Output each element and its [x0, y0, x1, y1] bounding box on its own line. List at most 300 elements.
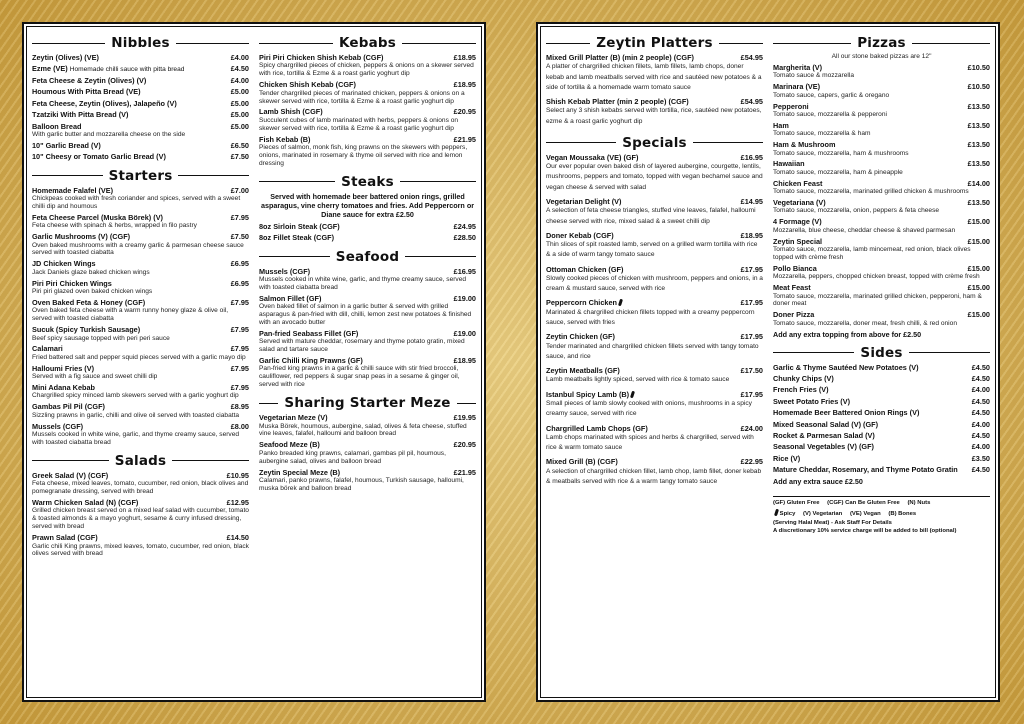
menu-item-name [773, 103, 809, 111]
menu-item-name [259, 136, 311, 144]
menu-item [32, 110, 249, 119]
menu-item-description: Chargrilled spicy minced lamb skewers served with a garlic yoghurt dip [32, 392, 239, 400]
menu-item-name [773, 218, 822, 226]
menu-item-price: £7.95 [230, 212, 249, 222]
menu-right-page [536, 22, 1000, 702]
menu-item [32, 422, 249, 447]
menu-item [259, 267, 476, 292]
menu-item-name [773, 83, 820, 91]
menu-item-price: £4.50 [971, 465, 990, 475]
menu-item-price: £7.95 [230, 363, 249, 373]
menu-item-price: £22.95 [740, 457, 763, 467]
menu-item-row [773, 408, 990, 417]
menu-item-name [773, 386, 829, 394]
menu-item-row [259, 468, 476, 477]
menu-item-title: Mixed Grill Platter (B) (min 2 people) (CGF) [546, 53, 694, 62]
menu-item-row [546, 265, 763, 274]
menu-item [259, 222, 476, 231]
menu-item-price: £6.95 [230, 259, 249, 269]
menu-item-row [546, 97, 763, 106]
menu-item-price: £4.00 [971, 419, 990, 429]
menu-item-title: Seafood Meze (B) [259, 440, 320, 450]
menu-item-name [773, 141, 835, 149]
menu-item-description: Beef spicy sausage topped with peri peri sauce [32, 334, 170, 342]
menu-item-row [259, 329, 476, 338]
menu-item-price: £18.95 [453, 53, 476, 62]
menu-item-title: 8oz Sirloin Steak (CGF) [259, 221, 340, 231]
menu-item-description: Mussels cooked in white wine, garlic, and thyme creamy sauce, served with toasted ciabatta bread [32, 430, 240, 446]
menu-item-title: Ottoman Chicken (GF) [546, 264, 624, 274]
menu-item-price: £10.95 [226, 470, 249, 480]
menu-item [32, 259, 249, 276]
menu-item-title: Calamari [32, 344, 63, 354]
legend-line-1 [773, 500, 990, 508]
section-title: Nibbles [111, 35, 170, 51]
menu-item-title: Zeytin Special [773, 236, 823, 246]
menu-item-name [259, 441, 320, 449]
menu-item-row [32, 498, 249, 507]
menu-item-row [773, 385, 990, 394]
menu-item-description: Served with mature cheddar, rosemary and thyme potato gratin, mixed salad and tartare sauce [259, 338, 465, 354]
menu-item-row [32, 471, 249, 480]
menu-item [259, 356, 476, 389]
menu-item [32, 364, 249, 381]
menu-item-price: £24.00 [740, 423, 763, 433]
menu-item-title: Chicken Shish Kebab (CGF) [259, 80, 356, 90]
menu-item-description: Tomato sauce, mozzarella & pepperoni [773, 110, 887, 118]
menu-item-row [32, 99, 249, 108]
menu-item-title: Sucuk (Spicy Turkish Sausage) [32, 325, 141, 335]
menu-item-row [773, 82, 990, 91]
menu-item-name [259, 295, 321, 303]
menu-item-price: £13.50 [967, 140, 990, 150]
menu-item-description: Tomato sauce, mozzarella, doner meat, fresh chilli, & red onion [773, 319, 957, 327]
section-heading [32, 35, 249, 51]
menu-item-row [32, 325, 249, 334]
menu-item-price: £21.95 [453, 134, 476, 144]
menu-item-description: Small pieces of lamb slowly cooked with onions, mushrooms in a spicy creamy sauce, served with rice [546, 400, 752, 418]
menu-item-title: Sweet Potato Fries (V) [773, 396, 851, 406]
section-heading [546, 135, 763, 151]
menu-item-description: Served with a fig sauce and sweet chilli dip [32, 373, 158, 381]
kebabs-section [259, 34, 476, 170]
menu-item-description: Tomato sauce & mozzarella [773, 72, 854, 80]
menu-item-title: Feta Cheese & Zeytin (Olives) (V) [32, 75, 147, 85]
menu-item-name [773, 160, 805, 168]
legend-cgf: (CGF) Can Be Gluten Free [827, 499, 900, 506]
menu-item-name [773, 122, 789, 130]
menu-item-name [259, 234, 334, 242]
menu-item-name [773, 364, 919, 372]
menu-item-description: Slowly cooked pieces of chicken with mushroom, peppers and onions, in a cream & mustard sauce, served with rice [546, 274, 763, 293]
menu-item-price: £7.95 [230, 383, 249, 392]
menu-item [546, 231, 763, 261]
menu-item-title: Margherita (V) [773, 63, 823, 72]
menu-item [773, 217, 990, 234]
menu-item-price: £10.50 [967, 82, 990, 92]
menu-item-title: Warm Chicken Salad (N) (CGF) [32, 498, 139, 507]
menu-item-name [546, 458, 618, 466]
nibbles-section [32, 34, 249, 164]
chili-icon [630, 390, 635, 398]
menu-item-price: £5.00 [230, 110, 249, 120]
menu-item-row [773, 121, 990, 130]
menu-item [773, 198, 990, 215]
menu-item-title: Homemade Falafel (VE) [32, 185, 114, 195]
menu-item-description: Pan-fried king prawns in a garlic & chilli sauce with stir fried broccoli, cauliflower, red peppers & sugar snap peas in a sesame & ginger oil, served with rice [259, 365, 460, 389]
menu-item [773, 140, 990, 157]
legend-service-charge: A discretionary 10% service charge will be added to bill (optional) [773, 528, 957, 535]
menu-item [259, 329, 476, 354]
menu-item [546, 332, 763, 362]
section-heading [259, 35, 476, 51]
menu-item-price: £4.00 [971, 442, 990, 452]
menu-item [773, 431, 990, 440]
menu-item-description: Select any 3 shish kebabs served with tortilla, rice, sautéed new potatoes, ezme & a roast garlic yoghurt dip [546, 107, 762, 125]
menu-item-price: £15.00 [967, 263, 990, 273]
menu-item-price: £8.00 [230, 421, 249, 431]
menu-item-row [259, 53, 476, 62]
menu-item-name [773, 64, 822, 72]
menu-item-title: Pan-fried Seabass Fillet (GF) [259, 328, 359, 338]
menu-item-price: £7.50 [230, 232, 249, 242]
menu-item-description: Marinated & chargrilled chicken fillets topped with a creamy peppercorn sauce, served with fries [546, 308, 755, 327]
menu-item-title: Pepperoni [773, 101, 809, 111]
legend [773, 496, 990, 538]
menu-item-price: £15.00 [967, 283, 990, 293]
menu-item-name [546, 333, 615, 341]
menu-item [546, 197, 763, 227]
menu-item-name [259, 268, 310, 276]
menu-item [32, 122, 249, 139]
menu-item-name [32, 326, 140, 334]
menu-item-row [32, 279, 249, 288]
menu-item-price: £12.95 [226, 498, 249, 507]
menu-item-title: Fish Kebab (B) [259, 134, 311, 144]
menu-item-price: £19.00 [453, 293, 476, 303]
legend-line-2 [773, 509, 990, 519]
menu-item-description: Calamari, panko prawns, falafel, houmous, Turkish sausage, halloumi, muska börek and balloon bread [259, 476, 464, 492]
menu-item-row [32, 152, 249, 161]
menu-item [32, 279, 249, 296]
menu-item [259, 53, 476, 78]
menu-item [546, 424, 763, 454]
menu-item-price: £24.95 [453, 221, 476, 231]
menu-item [773, 397, 990, 406]
menu-item-row [32, 422, 249, 431]
menu-item-name [259, 108, 323, 116]
menu-item-name [32, 233, 130, 241]
menu-item-price: £7.00 [230, 185, 249, 195]
salads-section [32, 452, 249, 561]
menu-item-price: £4.50 [230, 64, 249, 74]
menu-item-row [32, 344, 249, 353]
menu-item-row [546, 366, 763, 375]
menu-item-title: Mixed Seasonal Salad (V) (GF) [773, 419, 879, 429]
menu-item [546, 97, 763, 127]
menu-item-row [546, 53, 763, 62]
menu-item-price: £18.95 [453, 80, 476, 90]
menu-item-title: Zeytin Special Meze (B) [259, 467, 341, 477]
menu-item-row [32, 110, 249, 119]
right-column-2 [773, 34, 990, 694]
section-title: Sharing Starter Meze [284, 395, 451, 412]
menu-item-row [259, 107, 476, 116]
menu-item-title: Lamb Shish (CGF) [259, 107, 323, 117]
menu-item-price: £4.50 [971, 396, 990, 406]
menu-item-name [32, 299, 145, 307]
menu-item-title: Meat Feast [773, 283, 811, 293]
menu-item-row [259, 267, 476, 276]
menu-item [32, 402, 249, 419]
section-heading [32, 168, 249, 184]
legend-ve: (VE) Vegan [849, 510, 881, 517]
menu-item-row [32, 76, 249, 85]
menu-item-title: Ham & Mushroom [773, 140, 836, 150]
menu-item-price: £4.00 [230, 53, 249, 62]
menu-item-name [773, 199, 826, 207]
menu-item-description: Fried battered salt and pepper squid pieces served with a garlic mayo dip [32, 353, 246, 361]
menu-item-row [259, 294, 476, 303]
menu-item-price: £15.00 [967, 236, 990, 246]
menu-item-title: Houmous With Pitta Bread (VE) [32, 87, 141, 97]
menu-item-price: £18.95 [453, 356, 476, 366]
menu-item-row [546, 231, 763, 240]
menu-item-row [773, 159, 990, 168]
menu-item-title: Rice (V) [773, 453, 801, 463]
section-heading [32, 453, 249, 469]
menu-item [773, 121, 990, 138]
menu-item [773, 237, 990, 262]
menu-item-price: £17.95 [740, 389, 763, 399]
menu-item-price: £4.00 [971, 385, 990, 395]
menu-item-price: £4.00 [230, 75, 249, 85]
menu-item-row [773, 179, 990, 188]
section-heading [773, 35, 990, 51]
menu-item-price: £5.00 [230, 98, 249, 108]
menu-item-price: £54.95 [740, 53, 763, 62]
menu-item-row [773, 465, 990, 474]
section-title: Pizzas [857, 35, 906, 51]
menu-item-name [32, 77, 146, 85]
menu-item-name [32, 65, 184, 74]
menu-item [32, 232, 249, 257]
chili-icon [774, 508, 779, 516]
menu-item [32, 325, 249, 342]
menu-item-description: Oven baked mushrooms with a creamy garlic & parmesan cheese sauce served with toasted ciabatta [32, 241, 244, 257]
menu-item-row [773, 198, 990, 207]
menu-item-title: Marinara (VE) [773, 82, 821, 92]
legend-v: (V) Vegetarian [803, 510, 843, 517]
menu-item-description: Mozzarella, blue cheese, cheddar cheese & shaved parmesan [773, 226, 956, 234]
menu-item-price: £4.50 [971, 408, 990, 418]
menu-item-price: £17.95 [740, 264, 763, 274]
menu-item-row [546, 424, 763, 433]
menu-item [773, 454, 990, 463]
menu-item-row [773, 237, 990, 246]
menu-item [546, 265, 763, 295]
menu-item [32, 53, 249, 62]
section-title: Salads [114, 452, 167, 469]
menu-item-name [32, 100, 177, 108]
menu-item [32, 64, 249, 74]
menu-item-title: Garlic Chilli King Prawns (GF) [259, 356, 363, 366]
sides-section [773, 344, 990, 488]
menu-item-row [32, 383, 249, 392]
menu-item-title: Feta Cheese Parcel (Muska Börek) (V) [32, 212, 163, 222]
menu-item-inline-desc: Homemade chilli sauce with pitta bread [69, 66, 185, 74]
menu-item-title: Zeytin Chicken (GF) [546, 332, 615, 342]
menu-item-name [32, 260, 96, 268]
menu-item-price: £15.00 [967, 310, 990, 320]
menu-item-title: Mussels (CGF) [259, 266, 311, 276]
right-column-1 [546, 34, 763, 694]
menu-item-price: £7.50 [230, 152, 249, 162]
menu-item-price: £5.00 [230, 87, 249, 97]
menu-item-name [773, 284, 811, 292]
menu-item-price: £3.50 [971, 453, 990, 463]
menu-item-description: Oven baked feta cheese with a warm runny honey glaze & olive oil, served with toasted ciabatta [32, 307, 229, 323]
menu-item-row [773, 431, 990, 440]
menu-item-description: Muska Börek, houmous, aubergine, salad, olives & feta cheese, stuffed vine leaves, falafel, halloumi and balloon bread [259, 422, 467, 438]
section-title: Seafood [335, 248, 400, 265]
menu-item-description: Mussels cooked in white wine, garlic, and thyme creamy sauce, served with toasted ciabatta bread [259, 275, 467, 291]
menu-item-name [773, 466, 958, 474]
menu-item-title: 10" Cheesy or Tomato Garlic Bread (V) [32, 152, 166, 162]
menu-item [773, 159, 990, 176]
menu-item [32, 213, 249, 230]
menu-item-price: £19.95 [453, 413, 476, 423]
menu-left-page [22, 22, 486, 702]
menu-item-name [32, 403, 105, 411]
menu-item [773, 310, 990, 327]
menu-item-name [259, 81, 356, 89]
menu-item-description: Tender chargrilled pieces of marinated chicken, peppers & onions on a skewer served with rice, tortilla & Ezme & a roast garlic yoghurt dip [259, 89, 465, 105]
menu-item-title: Oven Baked Feta & Honey (CGF) [32, 297, 146, 307]
menu-item-price: £17.50 [740, 366, 763, 376]
menu-item-row [32, 364, 249, 373]
menu-item-title: Gambas Pil Pil (CGF) [32, 402, 105, 412]
menu-item [32, 498, 249, 531]
menu-item-price: £19.00 [453, 328, 476, 338]
menu-item-price: £17.95 [740, 298, 763, 308]
section-heading [773, 345, 990, 361]
menu-item-title: 8oz Fillet Steak (CGF) [259, 233, 335, 243]
menu-item [32, 471, 249, 496]
menu-item-name [546, 391, 634, 399]
menu-item-name [546, 299, 622, 307]
steaks-section [259, 173, 476, 245]
menu-item-description: Sizzling prawns in garlic, chilli and olive oil served with toasted ciabatta [32, 411, 240, 419]
menu-item-price: £14.95 [740, 196, 763, 206]
menu-item-name [773, 180, 822, 188]
menu-item-price: £20.95 [453, 107, 476, 117]
menu-item-title: Ezme (VE) [32, 64, 68, 74]
menu-item [32, 383, 249, 400]
menu-item [32, 76, 249, 85]
pizzas-section [773, 34, 990, 341]
menu-item-name [773, 421, 878, 429]
menu-item-name [546, 98, 689, 106]
menu-item-description: A selection of chargrilled chicken fillet, lamb chop, lamb fillet, doner kebab & meatballs served with rice & a warm tangy tomato sauce [546, 467, 762, 485]
menu-item-title: Shish Kebab Platter (min 2 people) (CGF) [546, 97, 689, 107]
menu-item-price: £16.95 [740, 152, 763, 162]
menu-item-price: £28.50 [453, 233, 476, 243]
menu-item-price: £7.95 [230, 297, 249, 307]
menu-item [773, 82, 990, 99]
starters-section [32, 167, 249, 449]
menu-item-name [546, 232, 614, 240]
menu-item-row [773, 63, 990, 72]
menu-item-price: £4.50 [971, 362, 990, 372]
menu-item-description: A platter of chargrilled chicken fillets, lamb fillets, lamb chops, doner kebab and lamb meatballs served with rice and sautéed new potatoes & a side of tortilla & a homemade warm tomato sauce [546, 63, 762, 91]
menu-item-row [773, 264, 990, 273]
legend-n: (N) Nuts [907, 499, 931, 506]
menu-item [32, 533, 249, 558]
menu-item [773, 102, 990, 119]
menu-item-description: Tomato sauce, mozzarella, marinated grilled chicken, pepperoni, ham & doner meat [773, 292, 982, 308]
menu-item-name [259, 469, 340, 477]
menu-item-row [773, 102, 990, 111]
menu-item-row [32, 259, 249, 268]
menu-item-name [32, 88, 141, 96]
section-subtitle: All our stone baked pizzas are 12" [831, 53, 932, 60]
menu-item [32, 186, 249, 211]
menu-item-description: Mozzarella, peppers, chopped chicken breast, topped with crème fresh [773, 273, 980, 281]
section-heading [259, 395, 476, 411]
menu-item-description: Tomato sauce, mozzarella, ham & pineapple [773, 168, 903, 176]
menu-item-title: Prawn Salad (CGF) [32, 533, 98, 543]
menu-item-name [32, 384, 95, 392]
section-heading [259, 249, 476, 265]
menu-item-description: Panko breaded king prawns, calamari, gambas pil pil, houmous, aubergine salad, olives and balloon bread [259, 449, 446, 465]
meze-section [259, 394, 476, 495]
menu-item-price: £20.95 [453, 440, 476, 450]
menu-item-description: Jack Daniels glaze baked chicken wings [32, 268, 150, 276]
menu-item-row [259, 135, 476, 144]
menu-item-price: £14.00 [967, 178, 990, 188]
menu-item [259, 294, 476, 327]
menu-item-title: Piri Piri Chicken Shish Kebab (CGF) [259, 53, 384, 62]
menu-item [259, 413, 476, 438]
menu-item-title: 4 Formage (V) [773, 217, 822, 227]
menu-item-title: Greek Salad (V) (CGF) [32, 470, 109, 480]
menu-item-row [32, 213, 249, 222]
menu-item-row [259, 233, 476, 242]
section-note: Served with homemade beer battered onion rings, grilled asparagus, vine cherry tomatoes and fries. Add Peppercorn or Diane sauce for extra £2.50 [260, 191, 475, 219]
menu-item-title: Garlic Mushrooms (V) (CGF) [32, 232, 131, 242]
menu-item-title: Piri Piri Chicken Wings [32, 278, 112, 288]
menu-item-description: Tomato sauce, mozzarella, onion, peppers & feta cheese [773, 207, 940, 215]
menu-item-description: Lamb meatballs lightly spiced, served with rice & tomato sauce [546, 376, 730, 384]
menu-item-row [773, 363, 990, 372]
menu-item-price: £15.00 [967, 217, 990, 227]
menu-item-description: Pieces of salmon, monk fish, king prawns on the skewers with peppers, onions, marinated in rosemary & thyme oil served with rice and lemon dressing [259, 144, 468, 167]
menu-item-name [773, 311, 814, 319]
menu-item-name [773, 455, 800, 463]
menu-item-name [32, 365, 94, 373]
menu-item [546, 366, 763, 386]
menu-item-name [773, 238, 822, 246]
menu-item-name [546, 198, 621, 206]
menu-item-name [32, 142, 101, 150]
menu-item [773, 385, 990, 394]
menu-item-title: Chargrilled Lamb Chops (GF) [546, 423, 648, 433]
menu-item [773, 408, 990, 417]
menu-item-name [32, 123, 81, 131]
menu-item-description: Tomato sauce, mozzarella, ham & mushrooms [773, 149, 909, 157]
menu-item-row [259, 440, 476, 449]
